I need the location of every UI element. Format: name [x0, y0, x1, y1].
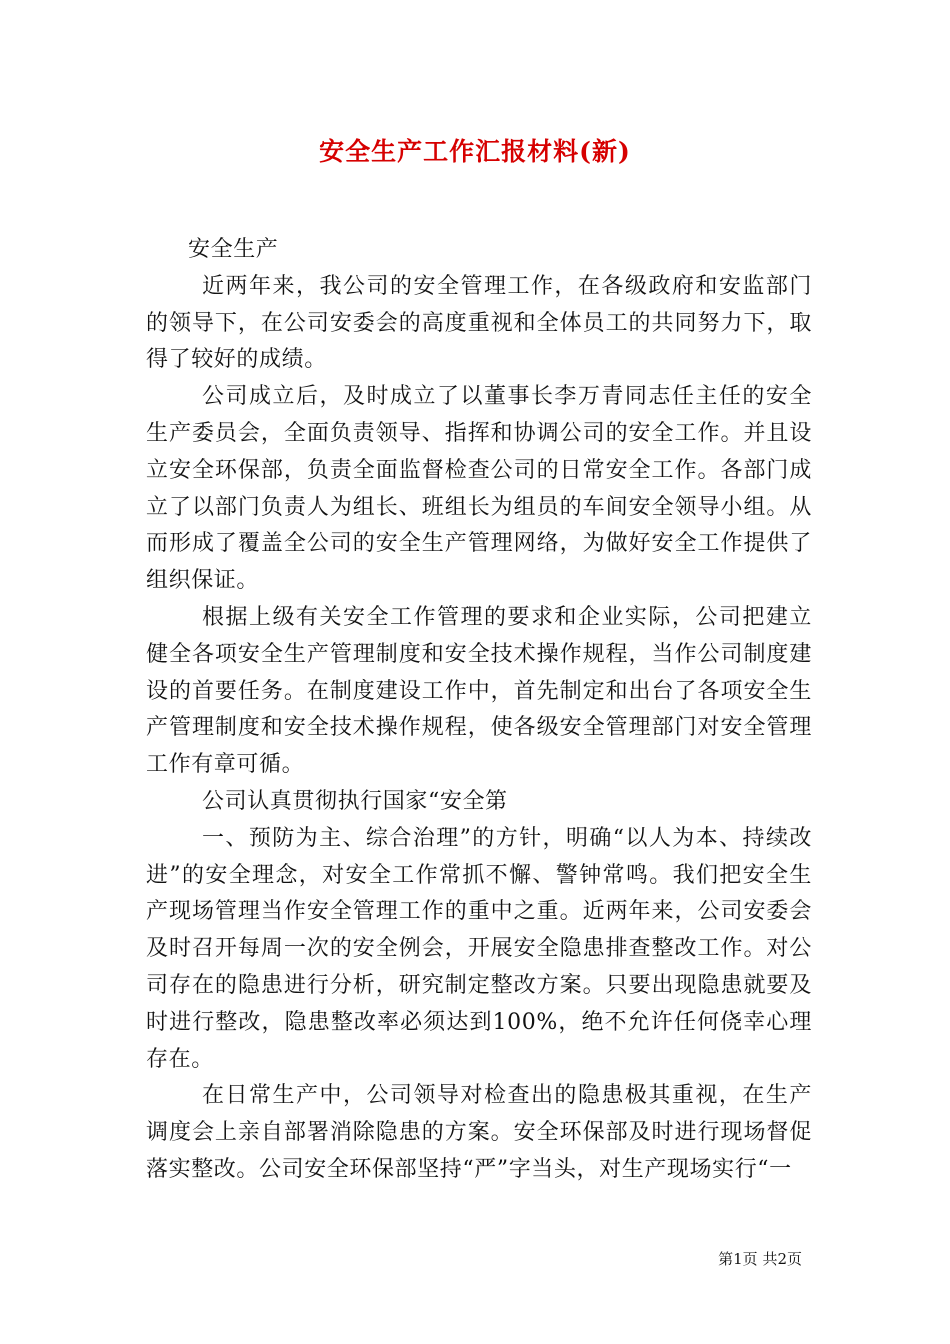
paragraph-policy-continued: 一、预防为主、综合治理”的方针，明确“以人为本、持续改进”的安全理念，对安全工作常抓不懈、警钟常鸣。我们把安全生产现场管理当作安全管理工作的重中之重。近两年来，公司安委会及时召开每周一次的安全例会，开展安全隐患排查整改工作。对公司存在的隐患进行分析，研究制定整改方案。只要出现隐患就要及时进行整改，隐患整改率必须达到100%，绝不允许任何侥幸心理存在。 [146, 825, 812, 1072]
paragraph-intro: 近两年来，我公司的安全管理工作，在各级政府和安监部门的领导下，在公司安委会的高度重视和全体员工的共同努力下，取得了较好的成绩。 [146, 273, 812, 373]
paragraph-regulations: 根据上级有关安全工作管理的要求和企业实际，公司把建立健全各项安全生产管理制度和安全技术操作规程，当作公司制度建设的首要任务。在制度建设工作中，首先制定和出台了各项安全生产管理制度和安全技术操作规程，使各级安全管理部门对安全管理工作有章可循。 [146, 604, 812, 778]
document-body [146, 232, 812, 1189]
paragraph-daily-production: 在日常生产中，公司领导对检查出的隐患极其重视，在生产调度会上亲自部署消除隐患的方案。安全环保部及时进行现场督促落实整改。公司安全环保部坚持“严”字当头，对生产现场实行“一 [146, 1083, 812, 1182]
paragraph-section-heading: 安全生产 [188, 237, 279, 262]
document-title: 安全生产工作汇报材料(新) [319, 137, 631, 166]
page-indicator: 第1页 共2页 [718, 1250, 802, 1268]
paragraph-policy-start: 公司认真贯彻执行国家“安全第 [202, 788, 508, 814]
paragraph-organization: 公司成立后，及时成立了以董事长李万青同志任主任的安全生产委员会，全面负责领导、指挥和协调公司的安全工作。并且设立安全环保部，负责全面监督检查公司的日常安全工作。各部门成立了以部门负责人为组长、班组长为组员的车间安全领导小组。从而形成了覆盖全公司的安全生产管理网络，为做好安全工作提供了组织保证。 [146, 384, 812, 594]
